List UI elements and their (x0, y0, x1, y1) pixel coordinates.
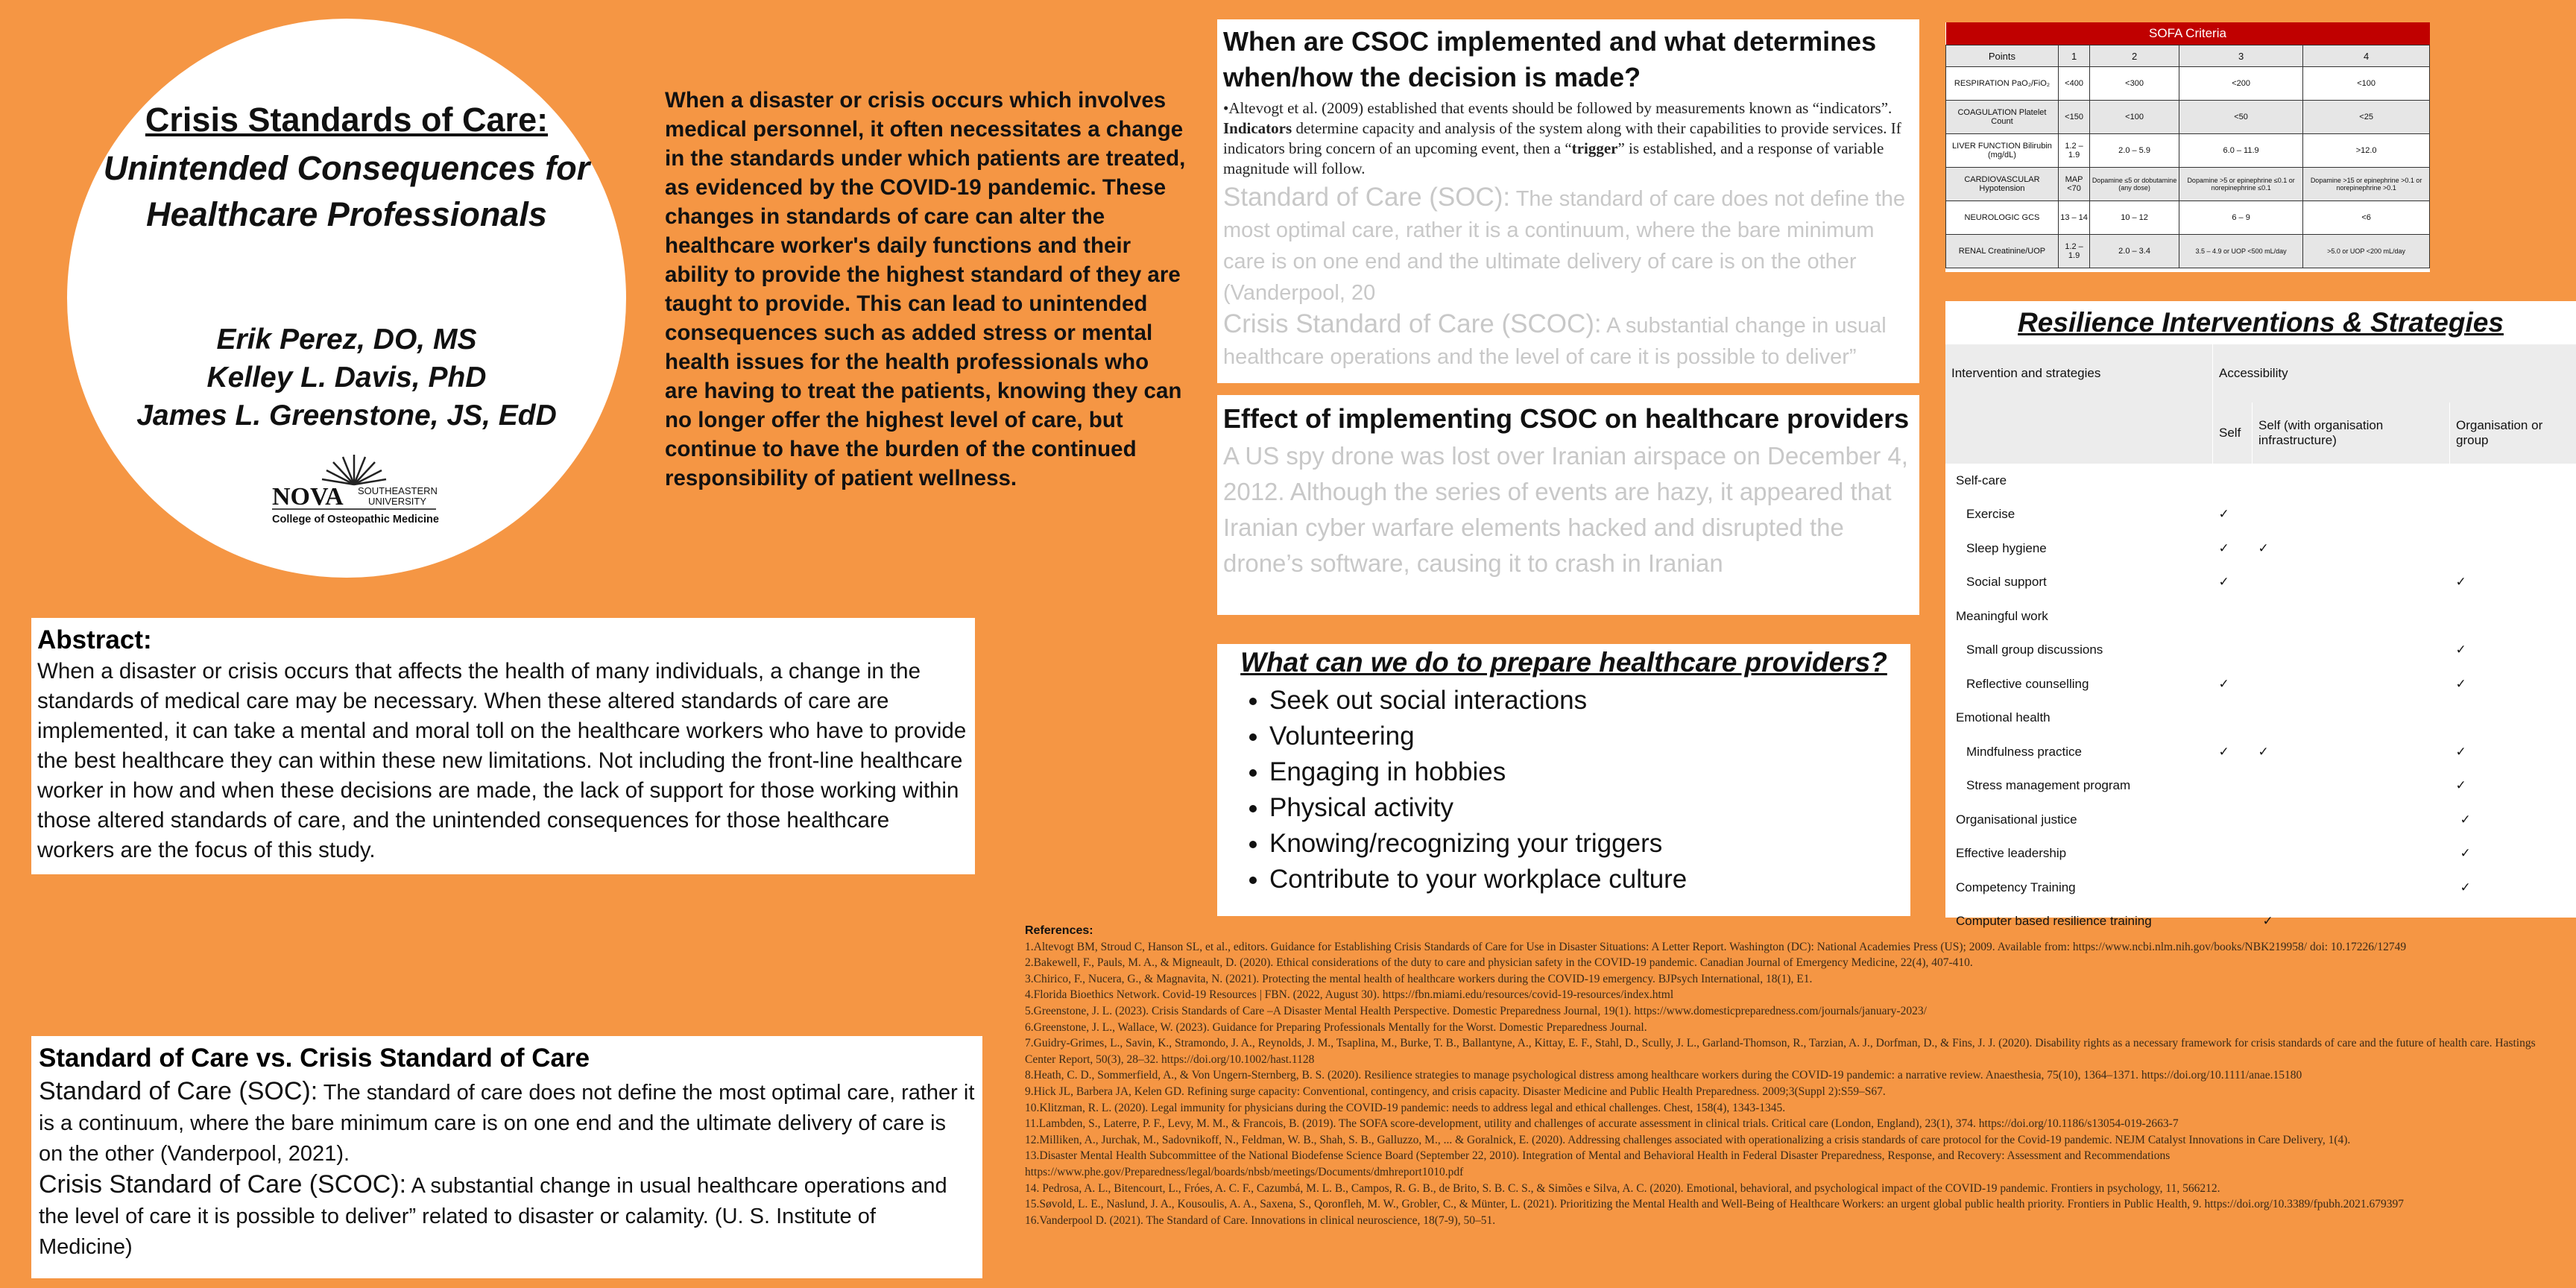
abstract-body: When a disaster or crisis occurs that affects the health of many individuals, a change in the standards of medical care may be necessary. When these altered standards of care are implemented, it can take a mental and moral toll on the healthcare workers who have to provide the best healthcare they can within these new limitations. Not including the front-line healthcare worker in how and when these decisions are made, the lack of support for those working within those altered standards of care, and the unintended consequences for those healthcare workers are the focus of this study. (37, 659, 967, 862)
col-self: Self (2213, 402, 2253, 464)
sofa-cell: 13 – 14 (2058, 201, 2089, 235)
list-item: • Knowing/recognizing your triggers (1269, 826, 1903, 862)
sofa-cell: <25 (2303, 101, 2430, 134)
resilience-cell-org: ✓ (2455, 643, 2466, 657)
reference-item: 12.Milliken, A., Jurchak, M., Sadovnikoff, N., Feldman, W. B., Shah, S. B., Galluzzo, M., ... & Goralnick, E. (2020). Addressing challenges associated with operationalizing a crisis standards of care protocol for the Covid-19 pandemic. NEJM Catalyst Innovations in Care Delivery, 1(4). (1025, 1133, 2351, 1146)
resilience-cell-self (2213, 769, 2253, 804)
author-1: Erik Perez, DO, MS (216, 323, 477, 356)
reference-item: 8.Heath, C. D., Sommerfield, A., & Von Ungern-Sternberg, B. S. (2020). Resilience strategies to manage psychological distress among healthcare workers during the COVID-19 pandemic: a narrative review. Anaesthesia, 75(10), 1364–1371. https://doi.org/10.1111/anae.15180 (1025, 1069, 2302, 1082)
indicators-text-c: ” is established, and a response of variable magnitude will follow. (1223, 139, 1884, 177)
resilience-cell-org: ✓ (2455, 778, 2466, 793)
prepare-list (1225, 683, 1903, 897)
resilience-cell-self (2213, 599, 2253, 634)
nova-sunburst-icon (268, 451, 440, 533)
reference-item: 9.Hick JL, Barbera JA, Kelen GD. Refining surge capacity: Conventional, contingency, and crisis capacity. Disaster Medicine and Public Health Preparedness. 2009;3(Suppl 2):S59–S67. (1025, 1085, 1886, 1098)
effect-heading: Effect of implementing CSOC on healthcare providers (1223, 403, 1910, 434)
resilience-cell-self (2213, 464, 2253, 498)
col-self-org: Self (with organisation infrastructure) (2253, 402, 2450, 464)
resilience-heading: Resilience Interventions & Strategies (2018, 307, 2504, 338)
list-item: • Volunteering (1269, 719, 1903, 754)
sofa-cell: LIVER FUNCTION Bilirubin (mg/dL) (1946, 134, 2059, 168)
resilience-cell-label: Small group discussions (1966, 643, 2103, 657)
table-row (1946, 235, 2430, 268)
resilience-cell-org (2450, 531, 2576, 566)
faded-soc-definition (1223, 182, 1913, 309)
resilience-cell-label: Organisational justice (1956, 812, 2077, 827)
sofa-cell: 1.2 – 1.9 (2058, 134, 2089, 168)
resilience-cell-org: ✓ (2460, 880, 2471, 894)
logo-nova-text: NOVA (272, 483, 344, 511)
scoc-text: A substantial change in usual healthcare operations and the level of care it is possible to deliver” related to disaster or calamity. (U. S. Institute of Medicine) (39, 1174, 947, 1259)
abstract-box (31, 618, 975, 874)
resilience-cell-selforg (2253, 701, 2450, 736)
table-row (1946, 101, 2430, 134)
table-row (1945, 701, 2576, 736)
reference-item: 13.Disaster Mental Health Subcommittee of the National Biodefense Science Board (September 22, 2010). Integration of Mental and Behavioral Health in Federal Disaster Preparedness, Response, and Recovery: Assessment and Recommendations https://www.phe.gov/Preparedness/legal/boards/nbsb/meetings/Documents/dmhreport1010.pdf (1025, 1149, 2171, 1178)
resilience-cell-selforg: ✓ (2258, 744, 2269, 759)
resilience-cell-selforg (2253, 464, 2450, 498)
sofa-header-cell: 1 (2058, 45, 2089, 67)
csoc-implementation-heading: When are CSOC implemented and what determines when/how the decision is made? (1223, 26, 1877, 92)
soc-heading: Standard of Care vs. Crisis Standard of Care (39, 1044, 590, 1073)
sofa-cell: MAP <70 (2058, 168, 2089, 201)
poster-title-line1: Crisis Standards of Care: (145, 101, 549, 139)
reference-item: 6.Greenstone, J. L., Wallace, W. (2023). Guidance for Preparing Professionals Mentally for the Worst. Domestic Preparedness Journal. (1025, 1020, 1647, 1034)
prepare-box (1217, 644, 1910, 916)
sofa-cell: <50 (2179, 101, 2302, 134)
list-item: • Physical activity (1269, 790, 1903, 826)
reference-item: 10.Klitzman, R. L. (2020). Legal immunity for physicians during the COVID-19 pandemic: needs to address legal and ethical challenges. Chest, 158(4), 1343-1345. (1025, 1101, 1786, 1114)
resilience-cell-self (2213, 871, 2253, 905)
table-row (1945, 803, 2576, 837)
col-org: Organisation or group (2450, 402, 2576, 464)
faded-soc-text: The standard of care does not define the most optimal care, rather it is a continuum, where the bare minimum care is on one end and the ultimate delivery of care is on the other (Vanderpool, 20 (1223, 187, 1906, 305)
resilience-cell-selforg (2253, 837, 2450, 871)
resilience-cell-org (2450, 599, 2576, 634)
resilience-cell-org (2450, 498, 2576, 532)
resilience-cell-label: Mindfulness practice (1966, 744, 2082, 759)
sofa-cell: <150 (2058, 101, 2089, 134)
sofa-title: SOFA Criteria (1946, 22, 2430, 45)
sofa-header-cell: 4 (2303, 45, 2430, 67)
resilience-cell-label: Computer based resilience training (1956, 914, 2152, 929)
references-list (1025, 939, 2560, 1229)
table-row (1946, 168, 2430, 201)
sofa-cell: 10 – 12 (2090, 201, 2179, 235)
resilience-cell-selforg (2253, 769, 2450, 804)
sofa-header-cell: 3 (2179, 45, 2302, 67)
table-row (1946, 134, 2430, 168)
indicators-text-a: •Altevogt et al. (2009) established that events should be followed by measurements known as “indicators”. (1223, 99, 1892, 117)
table-row (1945, 667, 2576, 701)
sofa-cell: <100 (2090, 101, 2179, 134)
table-row (1945, 599, 2576, 634)
sofa-cell: RESPIRATION PaO₂/FiO₂ (1946, 67, 2059, 101)
resilience-cell-org: ✓ (2455, 744, 2466, 759)
scoc-term: Crisis Standard of Care (SCOC): (39, 1170, 407, 1199)
resilience-cell-self (2213, 634, 2253, 668)
sofa-cell: COAGULATION Platelet Count (1946, 101, 2059, 134)
sofa-cell: <6 (2303, 201, 2430, 235)
sofa-cell: <100 (2303, 67, 2430, 101)
resilience-box (1945, 301, 2576, 929)
resilience-table (1945, 344, 2576, 938)
sofa-cell: 6.0 – 11.9 (2179, 134, 2302, 168)
list-item: • Contribute to your workplace culture (1269, 862, 1903, 897)
reference-item: 1.Altevogt BM, Stroud C, Hanson SL, et al., editors. Guidance for Establishing Crisis Standards of Care for Use in Disaster Situations: A Letter Report. Washington (DC): National Academies Press (US); 2009. Available from: https://www.ncbi.nlm.nih.gov/books/NBK219958/ doi: 10.17226/12749 (1025, 940, 2407, 953)
resilience-cell-org: ✓ (2455, 676, 2466, 691)
faded-scoc-text: A substantial change in usual healthcare operations and the level of care it is possible to deliver” (1223, 314, 1887, 369)
resilience-cell-self: ✓ (2218, 676, 2229, 691)
sofa-cell: RENAL Creatinine/UOP (1946, 235, 2059, 268)
reference-item: 15.Søvold, L. E., Naslund, J. A., Kousoulis, A. A., Saxena, S., Qoronfleh, M. W., Grobler, C., & Münter, L. (2021). Prioritizing the Mental Health and Well-Being of Healthcare Workers: an urgent global public health priority. Frontiers in Public Health, 9. https://doi.org/10.3389/fpubh.2021.679397 (1025, 1198, 2405, 1211)
table-row (1945, 735, 2576, 769)
sofa-cell: 6 – 9 (2179, 201, 2302, 235)
table-row (1945, 531, 2576, 566)
abstract-heading: Abstract: (37, 625, 152, 654)
prepare-heading: What can we do to prepare healthcare providers? (1240, 647, 1887, 678)
resilience-cell-self (2213, 803, 2253, 837)
sofa-cell: CARDIOVASCULAR Hypotension (1946, 168, 2059, 201)
table-row (1945, 634, 2576, 668)
sofa-cell: >5.0 or UOP <200 mL/day (2303, 235, 2430, 268)
sofa-cell: <300 (2090, 67, 2179, 101)
table-row (1946, 67, 2430, 101)
sofa-cell: Dopamine ≤5 or dobutamine (any dose) (2090, 168, 2179, 201)
resilience-cell-label: Self-care (1956, 473, 2007, 487)
resilience-cell-selforg (2253, 803, 2450, 837)
reference-item: 3.Chirico, F., Nucera, G., & Magnavita, N. (2021). Protecting the mental health of healthcare workers during the COVID-19 emergency. BJPsych International, 18(1), E1. (1025, 972, 1813, 985)
resilience-cell-self: ✓ (2218, 507, 2229, 522)
author-2: Kelley L. Davis, PhD (206, 362, 487, 394)
resilience-cell-selforg (2253, 599, 2450, 634)
resilience-cell-org: ✓ (2460, 846, 2471, 861)
table-row (1945, 837, 2576, 871)
author-3: James L. Greenstone, JS, EdD (136, 400, 557, 432)
soc-definition (39, 1076, 975, 1169)
table-row (1945, 769, 2576, 804)
resilience-cell-label: Stress management program (1966, 778, 2131, 793)
soc-vs-csoc-box (31, 1036, 982, 1278)
list-item: • Seek out social interactions (1269, 683, 1903, 719)
references (1025, 923, 2560, 1228)
resilience-cell-label: Sleep hygiene (1966, 540, 2047, 555)
indicators-term: Indicators (1223, 119, 1292, 137)
resilience-cell-label: Reflective counselling (1966, 676, 2089, 691)
resilience-cell-self: ✓ (2218, 744, 2229, 759)
scoc-definition (39, 1169, 975, 1263)
csoc-implementation-box (1217, 19, 1919, 383)
resilience-cell-org: ✓ (2460, 812, 2471, 827)
table-row (1945, 566, 2576, 600)
sofa-cell: <400 (2058, 67, 2089, 101)
resilience-cell-selforg (2253, 871, 2450, 905)
resilience-cell-selforg (2253, 566, 2450, 600)
sofa-header-cell: 2 (2090, 45, 2179, 67)
indicators-paragraph (1223, 98, 1913, 179)
table-row (1945, 871, 2576, 905)
resilience-cell-selforg: ✓ (2258, 540, 2269, 555)
effect-box (1217, 395, 1919, 615)
poster-title-line2: Unintended Consequences for Healthcare Professionals (103, 149, 590, 233)
sofa-cell: Dopamine >15 or epinephrine >0.1 or norepinephrine >0.1 (2303, 168, 2430, 201)
sofa-cell: 2.0 – 3.4 (2090, 235, 2179, 268)
table-row (1945, 498, 2576, 532)
intro-paragraph: When a disaster or crisis occurs which involves medical personnel, it often necessitates a change in the standards under which patients are treated, as evidenced by the COVID-19 pandemic. These changes in standards of care can alter the healthcare worker's daily functions and their ability to provide the highest standard of they are taught to provide. This can lead to unintended consequences such as added stress or mental health issues for the health professionals who are having to treat the patients, knowing they can no longer offer the highest level of care, but continue to have the burden of the continued responsibility of patient wellness. (665, 88, 1186, 490)
resilience-cell-self: ✓ (2218, 540, 2229, 555)
soc-term: Standard of Care (SOC): (39, 1077, 318, 1105)
sofa-cell: 3.5 – 4.9 or UOP <500 mL/day (2179, 235, 2302, 268)
resilience-cell-selforg (2253, 634, 2450, 668)
reference-item: 5.Greenstone, J. L. (2023). Crisis Standards of Care –A Disaster Mental Health Perspective. Domestic Preparedness Journal, 19(1). https://www.domesticpreparedness.com/journals/january-2023/ (1025, 1004, 1927, 1017)
reference-item: 4.Florida Bioethics Network. Covid-19 Resources | FBN. (2022, August 30). https://fbn.miami.edu/resources/covid-19-resources/index.html (1025, 988, 1674, 1002)
resilience-cell-label: Emotional health (1956, 710, 2051, 725)
resilience-cell-self (2213, 701, 2253, 736)
logo-southeastern-text: SOUTHEASTERN (358, 485, 438, 496)
resilience-cell-selforg (2253, 498, 2450, 532)
reference-item: 14. Pedrosa, A. L., Bitencourt, L., Fróes, A. C. F., Cazumbá, M. L. B., Campos, R. G. B., de Brito, S. B. C. S., & Simões e Silva, A. C. (2020). Emotional, behavioral, and psychological impact of the COVID-19 pandemic. Frontiers in psychology, 11, 566212. (1025, 1181, 2220, 1195)
list-item: • Engaging in hobbies (1269, 754, 1903, 790)
author-list (67, 321, 626, 435)
resilience-cell-org: ✓ (2455, 575, 2466, 590)
sofa-cell: NEUROLOGIC GCS (1946, 201, 2059, 235)
resilience-cell-label: Social support (1966, 575, 2047, 590)
title-circle (67, 19, 626, 578)
resilience-cell-self: ✓ (2218, 575, 2229, 590)
sofa-header-cell: Points (1946, 45, 2059, 67)
resilience-cell-label: Exercise (1966, 507, 2015, 522)
sofa-cell: >12.0 (2303, 134, 2430, 168)
soc-text: The standard of care does not define the most optimal care, rather it is a continuum, where the bare minimum care is on one end and the ultimate delivery of care is on the other (Vanderpool, 2021). (39, 1081, 975, 1166)
references-heading: References: (1025, 924, 1093, 937)
table-row (1946, 201, 2430, 235)
faded-scoc-definition (1223, 309, 1913, 373)
resilience-cell-org (2450, 701, 2576, 736)
logo-college-text: College of Osteopathic Medicine (272, 514, 439, 525)
resilience-cell-self (2213, 837, 2253, 871)
sofa-criteria-table (1945, 22, 2430, 272)
table-row (1945, 464, 2576, 498)
logo-university-text: UNIVERSITY (368, 496, 427, 507)
nova-logo (268, 451, 440, 533)
reference-item: 16.Vanderpool D. (2021). The Standard of Care. Innovations in clinical neuroscience, 18(7-9), 50–51. (1025, 1213, 1496, 1227)
faded-scoc-term: Crisis Standard of Care (SCOC): (1223, 309, 1602, 338)
resilience-cell-label: Effective leadership (1956, 846, 2067, 861)
resilience-cell-label: Competency Training (1956, 880, 2076, 894)
sofa-cell: Dopamine >5 or epinephrine ≤0.1 or norepinephrine ≤0.1 (2179, 168, 2302, 201)
indicators-text-b: determine capacity and analysis of the system along with their capabilities to provide services. If indicators bring concern of an upcoming event, then a “ (1223, 119, 1901, 157)
col-intervention: Intervention and strategies (1945, 344, 2213, 402)
resilience-cell-org (2450, 464, 2576, 498)
effect-text: A US spy drone was lost over Iranian airspace on December 4, 2012. Although the series of events are hazy, it appeared that Iranian cyber warfare elements hacked and disrupted the drone’s software, causing it to crash in Iranian (1223, 442, 1908, 577)
reference-item: 2.Bakewell, F., Pauls, M. A., & Migneault, D. (2020). Ethical considerations of the duty to care and physician safety in the COVID-19 pandemic. Canadian Journal of Emergency Medicine, 22(4), 407-410. (1025, 956, 1973, 970)
resilience-cell-label: Meaningful work (1956, 608, 2048, 623)
trigger-term: trigger (1571, 139, 1618, 157)
sofa-cell: 1.2 – 1.9 (2058, 235, 2089, 268)
sofa-cell: <200 (2179, 67, 2302, 101)
sofa-cell: 2.0 – 5.9 (2090, 134, 2179, 168)
col-accessibility: Accessibility (2213, 344, 2576, 402)
reference-item: 7.Guidry-Grimes, L., Savin, K., Stramondo, J. A., Reynolds, J. M., Tsaplina, M., Burke, T. B., Ballantyne, A., Kittay, E. F., Stahl, D., Scully, J. L., Garland-Thomson, R., Tarzian, A. J., Dorfman, D., & Fins, J. J. (2020). Disability rights as a necessary framework for crisis standards of care and the future of health care. Hastings Center Report, 50(3), 28–32. https://doi.org/10.1002/hast.1128 (1025, 1037, 2536, 1066)
reference-item: 11.Lambden, S., Laterre, P. F., Levy, M. M., & Francois, B. (2019). The SOFA score-development, utility and challenges of accurate assessment in clinical trials. Critical care (London, England), 23(1), 374. https://doi.org/10.1186/s13054-019-2663-7 (1025, 1117, 2179, 1131)
resilience-cell-selforg (2253, 667, 2450, 701)
faded-soc-term: Standard of Care (SOC): (1223, 183, 1511, 212)
resilience-cell-selforg: ✓ (2262, 914, 2273, 929)
